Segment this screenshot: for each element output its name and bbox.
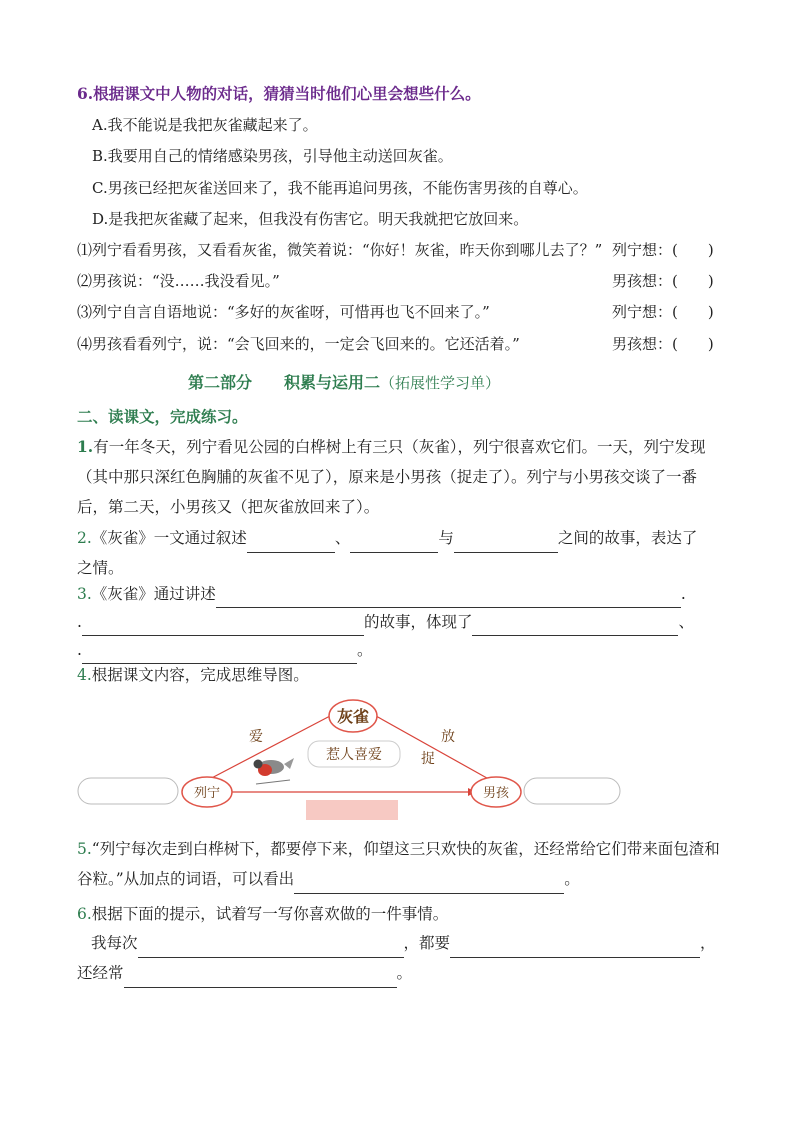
node-lienin: 列宁 <box>193 786 221 801</box>
center-label: 惹人喜爱 <box>326 747 382 763</box>
question-6b: 6.根据下面的提示，试着写一写你喜欢做的一件事情。 <box>77 905 449 923</box>
blank-5[interactable] <box>294 875 564 894</box>
sub-question-3: ⑶列宁自言自语地说：“多好的灰雀呀，可惜再也飞不回来了。” <box>77 303 490 321</box>
sub-question-4: ⑷男孩看看列宁，说：“会飞回来的，一定会飞回来的。它还活着。” <box>77 335 520 353</box>
sub-question-1-answer[interactable]: 列宁想：( ) <box>612 241 714 259</box>
question-4: 4.根据课文内容，完成思维导图。 <box>77 666 309 684</box>
node-nanhai: 男孩 <box>482 786 510 801</box>
blank-3a[interactable] <box>216 589 681 608</box>
option-b: B.我要用自己的情绪感染男孩，引导他主动送回灰雀。 <box>92 147 453 165</box>
blank-3c[interactable] <box>472 617 678 636</box>
sub-question-4-answer[interactable]: 男孩想：( ) <box>612 335 714 353</box>
blank-6a[interactable] <box>138 939 404 958</box>
bird-icon <box>254 758 295 784</box>
section-2-heading: 二、读课文，完成练习。 <box>77 407 248 426</box>
edge-label-fang: 放 <box>441 729 455 745</box>
blank-2b[interactable] <box>350 534 438 553</box>
blank-2a[interactable] <box>247 534 335 553</box>
sub-question-2-answer[interactable]: 男孩想：( ) <box>612 272 714 290</box>
blank-left-box[interactable] <box>78 778 178 804</box>
part-2-title: 第二部分 积累与运用二（拓展性学习单） <box>188 373 501 392</box>
blank-center[interactable] <box>306 800 398 820</box>
blank-3d[interactable] <box>82 645 357 664</box>
edge-label-ai: 爱 <box>249 729 263 745</box>
blank-6b[interactable] <box>450 939 700 958</box>
question-6b-prompt: 我每次 ，都要 ， 还经常 。 <box>77 928 722 988</box>
edge-label-zhuo: 捉 <box>421 751 435 767</box>
blank-right-box[interactable] <box>524 778 620 804</box>
blank-2c[interactable] <box>454 534 558 553</box>
blank-3b[interactable] <box>82 617 364 636</box>
sub-question-1: ⑴列宁看看男孩，又看看灰雀，微笑着说：“你好！灰雀，昨天你到哪儿去了？” <box>77 241 603 259</box>
option-a: A.我不能说是我把灰雀藏起来了。 <box>92 116 318 134</box>
question-2: 2.《灰雀》一文通过叙述 、 与 之间的故事，表达了 之情。 <box>77 529 698 577</box>
mind-map-graphic <box>76 694 636 824</box>
mind-map <box>76 694 636 824</box>
question-5: 5.“列宁每次走到白桦树下，都要停下来，仰望这三只欢快的灰雀，还经常给它们带来面包渣和谷粒。”从加点的词语，可以看出 。 <box>77 834 722 894</box>
question-1: 1.有一年冬天，列宁看见公园的白桦树上有三只（灰雀），列宁很喜欢它们。一天，列宁发现（其中那只深红色胸脯的灰雀不见了），原来是小男孩（捉走了）。列宁与小男孩交谈了一番后，第二天，小男孩又（把灰雀放回来了）。 <box>77 437 706 516</box>
option-d: D.是我把灰雀藏了起来，但我没有伤害它。明天我就把它放回来。 <box>92 210 529 228</box>
question-3: 3.《灰雀》通过讲述 . . 的故事，体现了 、 . 。 <box>77 580 722 664</box>
option-c: C.男孩已经把灰雀送回来了，我不能再追问男孩，不能伤害男孩的自尊心。 <box>92 179 588 197</box>
blank-6c[interactable] <box>124 969 397 988</box>
node-huique: 灰雀 <box>336 707 370 726</box>
sub-question-3-answer[interactable]: 列宁想：( ) <box>612 303 714 321</box>
question-6-title: 6.根据课文中人物的对话，猜猜当时他们心里会想些什么。 <box>77 84 481 103</box>
sub-question-2: ⑵男孩说：“没……我没看见。” <box>77 272 280 290</box>
